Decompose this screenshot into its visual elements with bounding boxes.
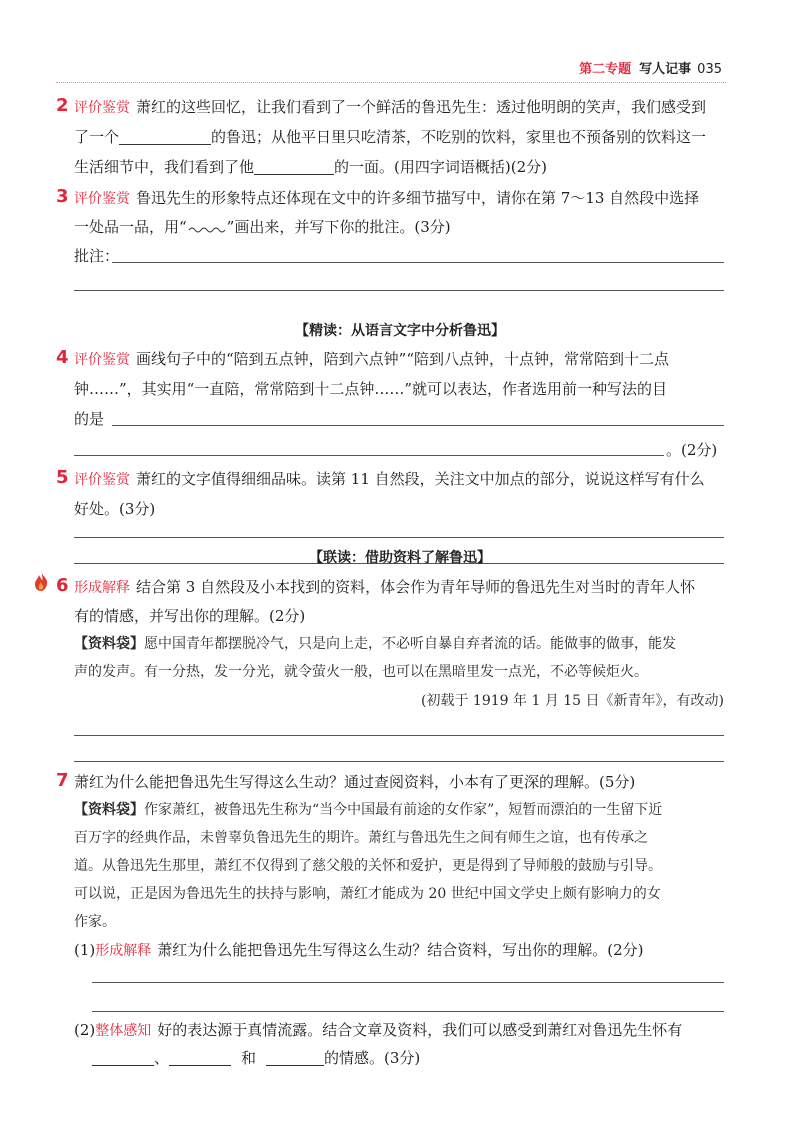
q7-line1 bbox=[56, 770, 724, 792]
q4-text1: 画线句子中的“陪到五点钟，陪到六点钟”“陪到八点钟，十点钟，常常陪到十二点 bbox=[136, 350, 670, 368]
q7-sub1-answer-line1[interactable] bbox=[92, 982, 724, 983]
q7-material-label: 【资料袋】 bbox=[74, 802, 144, 818]
q7-sub2-text: 好的表达源于真情流露。结合文章及资料，我们可以感受到萧红对鲁迅先生怀有 bbox=[157, 1021, 683, 1039]
q3-annotation-row bbox=[74, 246, 724, 266]
q7-material-text5: 作家。 bbox=[74, 914, 116, 930]
q5-text2: 好处。(3分) bbox=[74, 500, 156, 518]
q7-sub2-tag: 整体感知 bbox=[95, 1023, 152, 1039]
q6-material-line1 bbox=[74, 634, 724, 654]
q2-text3a: 生活细节中，我们看到了他 bbox=[74, 158, 255, 176]
q7-sub2-blank3[interactable] bbox=[266, 1049, 324, 1066]
q3-number: 3 bbox=[56, 186, 69, 207]
q3-tag: 评价鉴赏 bbox=[74, 191, 130, 207]
q2-line3 bbox=[74, 157, 724, 177]
q7-material-line4 bbox=[74, 884, 724, 904]
q3-text1: 鲁迅先生的形象特点还体现在文中的许多细节描写中，请你在第 7～13 自然段中选择 bbox=[136, 189, 700, 207]
q6-text2: 有的情感，并写出你的理解。(2分) bbox=[74, 607, 306, 625]
q6-answer-line2[interactable] bbox=[74, 761, 724, 762]
q2-text3b: 的一面。(用四字词语概括)(2分) bbox=[334, 158, 547, 176]
q3-answer-line1[interactable] bbox=[112, 262, 724, 263]
q4-tag: 评价鉴赏 bbox=[74, 352, 130, 368]
wavy-underline-icon bbox=[187, 224, 227, 234]
q2-tag: 评价鉴赏 bbox=[74, 100, 130, 116]
q3-annotation-label: 批注： bbox=[74, 247, 120, 265]
q3-text2a: 一处品一品，用“ bbox=[74, 218, 187, 236]
q4-text3: 的是 bbox=[74, 410, 105, 428]
q7-sub1-number: (1) bbox=[74, 941, 96, 959]
q3-line2 bbox=[74, 217, 724, 237]
q2-text2b: 的鲁迅；从他平日里只吃清茶，不吃别的饮料，家里也不预备别的饮料这一 bbox=[211, 128, 707, 146]
page-header bbox=[579, 58, 722, 77]
q4-line3 bbox=[74, 409, 724, 429]
q7-sub2-blank1[interactable] bbox=[92, 1049, 154, 1066]
q7-sub1 bbox=[74, 940, 724, 961]
q7-text1: 萧红为什么能把鲁迅先生写得这么生动？通过查阅资料，小本有了更深的理解。(5分) bbox=[74, 773, 636, 791]
q7-material-line1 bbox=[74, 800, 724, 820]
q5-answer-line1[interactable] bbox=[74, 537, 724, 538]
q3-text2b: ”画出来，并写下你的批注。(3分) bbox=[226, 218, 451, 236]
q4-answer-line2[interactable] bbox=[74, 455, 664, 456]
q5-line2 bbox=[74, 499, 724, 519]
q2-blank2[interactable] bbox=[254, 158, 334, 175]
header-divider bbox=[56, 82, 726, 83]
q5-number: 5 bbox=[56, 467, 69, 488]
q4-line1 bbox=[56, 347, 724, 370]
q7-sub2-number: (2) bbox=[74, 1021, 96, 1039]
q3-line1 bbox=[56, 186, 724, 209]
q6-source: (初载于 1919 年 1 月 15 日《新青年》，有改动) bbox=[421, 693, 724, 709]
q2-number: 2 bbox=[56, 95, 69, 116]
q7-material-line3 bbox=[74, 856, 724, 876]
q7-material-text3: 道。从鲁迅先生那里，萧红不仅得到了慈父般的关怀和爱护，更是得到了导师般的鼓励与引导。 bbox=[74, 858, 662, 874]
q7-number: 7 bbox=[56, 770, 69, 791]
q2-text2a: 了一个 bbox=[74, 128, 120, 146]
q4-line2 bbox=[74, 379, 724, 399]
q3-answer-line2[interactable] bbox=[74, 290, 724, 291]
q4-end bbox=[666, 440, 736, 460]
q2-line1 bbox=[56, 95, 724, 118]
q6-material-text2: 声的发声。有一分热，发一分光，就令萤火一般，也可以在黑暗里发一点光，不必等候炬火。 bbox=[74, 664, 648, 680]
section-heading-joint-reading: 【联读：借助资料了解鲁迅】 bbox=[309, 550, 491, 566]
q7-sub1-answer-line2[interactable] bbox=[92, 1011, 724, 1012]
q7-sub2-blank2[interactable] bbox=[169, 1049, 231, 1066]
q7-sub2-line2 bbox=[92, 1048, 742, 1068]
q6-line1 bbox=[56, 575, 724, 598]
q7-sub2-sep1: 、 bbox=[154, 1049, 170, 1067]
q7-material-text4: 可以说，正是因为鲁迅先生的扶持与影响，萧红才能成为 20 世纪中国文学史上颇有影响力的女 bbox=[74, 886, 661, 902]
q7-sub2-sep2: 和 bbox=[241, 1049, 257, 1067]
q4-answer-line1[interactable] bbox=[112, 425, 724, 426]
header-title: 写人记事 bbox=[639, 62, 692, 77]
q5-text1: 萧红的文字值得细细品味。读第 11 自然段，关注文中加点的部分，说说这样写有什么 bbox=[136, 470, 705, 488]
q7-sub2-end: 的情感。(3分) bbox=[324, 1049, 421, 1067]
q4-text2: 钟……”，其实用“一直陪，常常陪到十二点钟……”就可以表达，作者选用前一种写法的目 bbox=[74, 380, 668, 398]
q6-material-text1: 愿中国青年都摆脱冷气，只是向上走，不必听自暴自弃者流的话。能做事的做事，能发 bbox=[144, 636, 676, 652]
q6-line2 bbox=[74, 606, 724, 626]
q2-line2 bbox=[74, 127, 724, 147]
flame-icon bbox=[33, 570, 49, 592]
q6-material-label: 【资料袋】 bbox=[74, 636, 144, 652]
section-heading-close-reading: 【精读：从语言文字中分析鲁迅】 bbox=[295, 323, 505, 339]
q7-sub1-text: 萧红为什么能把鲁迅先生写得这么生动？结合资料，写出你的理解。(2分) bbox=[157, 941, 644, 959]
q5-tag: 评价鉴赏 bbox=[74, 472, 130, 488]
q6-text1: 结合第 3 自然段及小本找到的资料，体会作为青年导师的鲁迅先生对当时的青年人怀 bbox=[136, 578, 696, 596]
header-section: 第二专题 bbox=[579, 62, 632, 77]
q2-text1: 萧红的这些回忆，让我们看到了一个鲜活的鲁迅先生：透过他明朗的笑声，我们感受到 bbox=[136, 98, 707, 116]
q6-number: 6 bbox=[56, 575, 69, 596]
q7-material-text1: 作家萧红，被鲁迅先生称为“当今中国最有前途的女作家”，短暂而漂泊的一生留下近 bbox=[144, 802, 663, 818]
q7-sub2-line1 bbox=[74, 1020, 724, 1041]
q6-material-line2 bbox=[74, 662, 724, 682]
q7-material-line2 bbox=[74, 828, 724, 848]
q7-sub1-tag: 形成解释 bbox=[95, 943, 152, 959]
q4-number: 4 bbox=[56, 347, 69, 368]
q7-material-text2: 百万字的经典作品，未曾辜负鲁迅先生的期许。萧红与鲁迅先生之间有师生之谊，也有传承之 bbox=[74, 830, 648, 846]
q4-end-text: 。(2分) bbox=[666, 441, 718, 459]
q7-material-line5 bbox=[74, 912, 724, 932]
page-number: 035 bbox=[697, 62, 722, 77]
q2-blank1[interactable] bbox=[119, 128, 211, 145]
q6-tag: 形成解释 bbox=[74, 580, 130, 596]
q6-answer-line1[interactable] bbox=[74, 735, 724, 736]
q5-line1 bbox=[56, 467, 724, 490]
